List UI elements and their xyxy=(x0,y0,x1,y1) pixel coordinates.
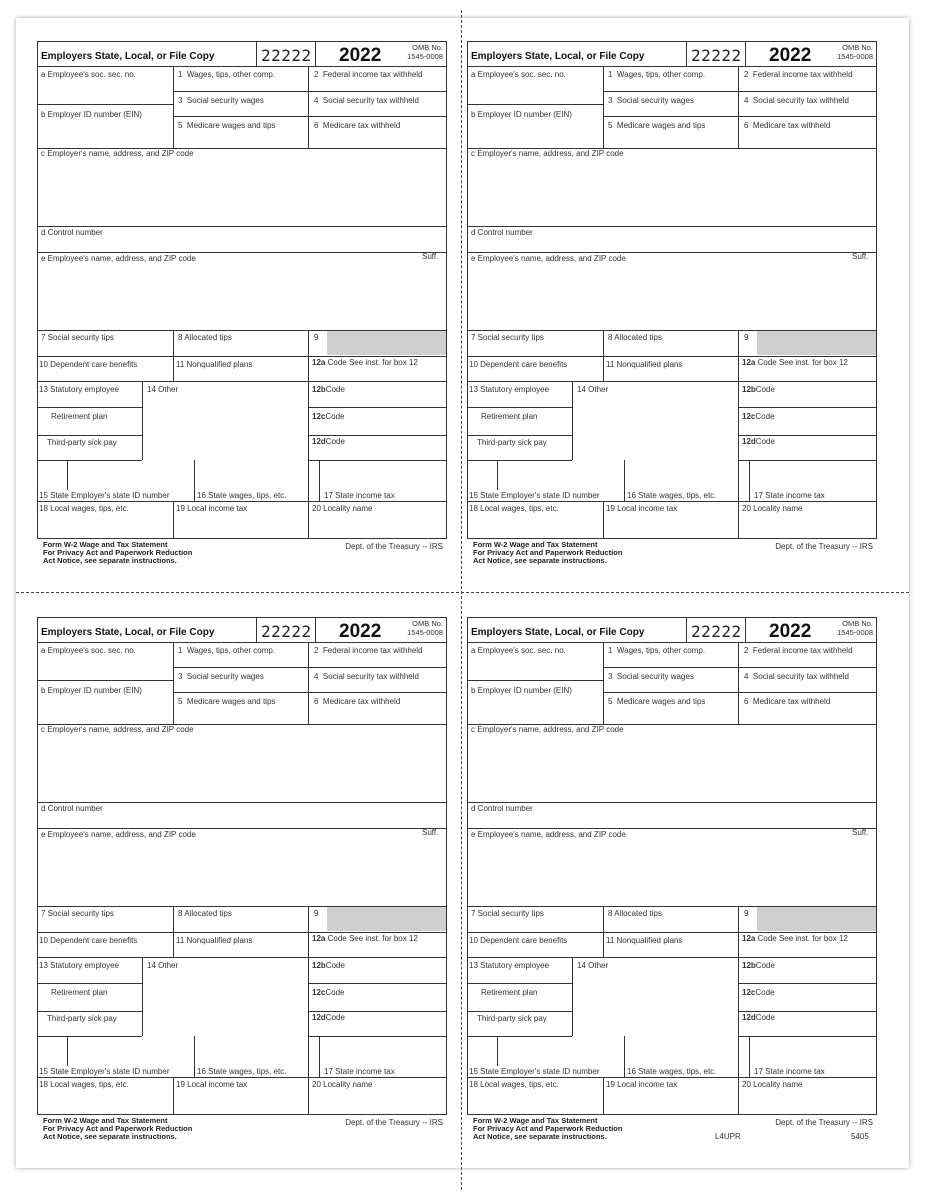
box-13-third-party-sick-pay[interactable]: Third-party sick pay xyxy=(477,438,547,447)
box-5-medicare-wages[interactable]: 5 Medicare wages and tips xyxy=(608,697,706,706)
treasury-department-label: Dept. of the Treasury -- IRS xyxy=(345,1118,443,1127)
box-e-employee-name[interactable]: e Employee's name, address, and ZIP code xyxy=(471,254,626,263)
box-12b[interactable]: 12bCode xyxy=(312,961,345,970)
box-7-ss-tips[interactable]: 7 Social security tips xyxy=(471,333,544,342)
box-18-local-wages[interactable]: 18 Local wages, tips, etc. xyxy=(469,504,559,513)
box-13-statutory-employee[interactable]: 13 Statutory employee xyxy=(39,961,120,970)
form-copy-title: Employers State, Local, or File Copy xyxy=(471,51,645,62)
box-4-ss-tax[interactable]: 4 Social security tax withheld xyxy=(744,672,849,681)
box-9: 9 xyxy=(744,909,749,918)
box-3-ss-wages[interactable]: 3 Social security wages xyxy=(178,672,264,681)
box-5-medicare-wages[interactable]: 5 Medicare wages and tips xyxy=(178,697,276,706)
box-13-statutory-employee[interactable]: 13 Statutory employee xyxy=(469,385,550,394)
box-17-state-tax[interactable]: 17 State income tax xyxy=(324,491,395,500)
box-8-allocated-tips[interactable]: 8 Allocated tips xyxy=(608,333,662,342)
omb-number: OMB No. 1545-0008 xyxy=(407,43,443,61)
box-d-control-number[interactable]: d Control number xyxy=(41,804,103,813)
product-number: 5405 xyxy=(851,1132,869,1141)
box-10-dependent-care[interactable]: 10 Dependent care benefits xyxy=(469,936,568,945)
tax-year: 2022 xyxy=(769,621,812,642)
box-12c[interactable]: 12cCode xyxy=(312,988,345,997)
form-code-22222: 22222 xyxy=(261,622,312,641)
box-12a[interactable]: 12a Code See inst. for box 12 xyxy=(312,934,418,943)
box-2-federal-tax[interactable]: 2 Federal income tax withheld xyxy=(744,70,853,79)
box-1-wages[interactable]: 1 Wages, tips, other comp. xyxy=(178,70,276,79)
box-4-ss-tax[interactable]: 4 Social security tax withheld xyxy=(314,672,419,681)
box-a-employee-ssn[interactable]: a Employee's soc. sec. no. xyxy=(41,646,136,655)
omb-number: OMB No. 1545-0008 xyxy=(407,619,443,637)
suffix-label: Suff. xyxy=(852,252,869,261)
box-12c[interactable]: 12cCode xyxy=(742,988,775,997)
box-11-nonqualified-plans[interactable]: 11 Nonqualified plans xyxy=(606,936,683,945)
form-copy-title: Employers State, Local, or File Copy xyxy=(41,51,215,62)
form-footer-title: Form W-2 Wage and Tax Statement For Privacy Act and Paperwork Reduction Act Notice, see separate instructions. xyxy=(473,540,623,565)
box-15-state-id[interactable]: 15 State Employer's state ID number xyxy=(39,491,170,500)
suffix-label: Suff. xyxy=(852,828,869,837)
box-17-state-tax[interactable]: 17 State income tax xyxy=(754,491,825,500)
box-1-wages[interactable]: 1 Wages, tips, other comp. xyxy=(608,646,706,655)
box-9: 9 xyxy=(744,333,749,342)
box-b-employer-ein[interactable]: b Employer ID number (EIN) xyxy=(41,110,142,119)
box-14-other[interactable]: 14 Other xyxy=(577,385,609,394)
box-16-state-wages[interactable]: 16 State wages, tips, etc. xyxy=(197,1067,287,1076)
box-10-dependent-care[interactable]: 10 Dependent care benefits xyxy=(39,936,138,945)
box-9: 9 xyxy=(314,333,319,342)
box-13-retirement-plan[interactable]: Retirement plan xyxy=(481,988,538,997)
box-c-employer-name[interactable]: c Employer's name, address, and ZIP code xyxy=(41,725,194,734)
box-c-employer-name[interactable]: c Employer's name, address, and ZIP code xyxy=(471,725,624,734)
form-footer-title: Form W-2 Wage and Tax Statement For Privacy Act and Paperwork Reduction Act Notice, see separate instructions. xyxy=(43,540,193,565)
box-12a[interactable]: 12a Code See inst. for box 12 xyxy=(312,358,418,367)
box-b-employer-ein[interactable]: b Employer ID number (EIN) xyxy=(471,686,572,695)
treasury-department-label: Dept. of the Treasury -- IRS xyxy=(775,1118,873,1127)
w2-form-top-left xyxy=(37,41,447,585)
box-9: 9 xyxy=(314,909,319,918)
box-18-local-wages[interactable]: 18 Local wages, tips, etc. xyxy=(39,504,129,513)
box-9-shaded-area xyxy=(757,907,876,931)
box-13-third-party-sick-pay[interactable]: Third-party sick pay xyxy=(477,1014,547,1023)
box-13-retirement-plan[interactable]: Retirement plan xyxy=(481,412,538,421)
box-20-locality-name[interactable]: 20 Locality name xyxy=(742,504,803,513)
box-16-state-wages[interactable]: 16 State wages, tips, etc. xyxy=(627,1067,717,1076)
box-8-allocated-tips[interactable]: 8 Allocated tips xyxy=(178,909,232,918)
box-1-wages[interactable]: 1 Wages, tips, other comp. xyxy=(608,70,706,79)
box-13-retirement-plan[interactable]: Retirement plan xyxy=(51,988,108,997)
box-3-ss-wages[interactable]: 3 Social security wages xyxy=(608,96,694,105)
box-10-dependent-care[interactable]: 10 Dependent care benefits xyxy=(469,360,568,369)
w2-form-top-right xyxy=(467,41,877,585)
form-code-22222: 22222 xyxy=(261,46,312,65)
box-20-locality-name[interactable]: 20 Locality name xyxy=(312,504,373,513)
box-10-dependent-care[interactable]: 10 Dependent care benefits xyxy=(39,360,138,369)
box-c-employer-name[interactable]: c Employer's name, address, and ZIP code xyxy=(41,149,194,158)
box-12b[interactable]: 12bCode xyxy=(312,385,345,394)
box-7-ss-tips[interactable]: 7 Social security tips xyxy=(41,909,114,918)
box-1-wages[interactable]: 1 Wages, tips, other comp. xyxy=(178,646,276,655)
box-16-state-wages[interactable]: 16 State wages, tips, etc. xyxy=(627,491,717,500)
box-9-shaded-area xyxy=(757,331,876,355)
box-15-state-id[interactable]: 15 State Employer's state ID number xyxy=(39,1067,170,1076)
box-15-state-id[interactable]: 15 State Employer's state ID number xyxy=(469,491,600,500)
treasury-department-label: Dept. of the Treasury -- IRS xyxy=(345,542,443,551)
box-d-control-number[interactable]: d Control number xyxy=(471,804,533,813)
box-2-federal-tax[interactable]: 2 Federal income tax withheld xyxy=(314,646,423,655)
w2-form-bottom-right xyxy=(467,617,877,1161)
suffix-label: Suff. xyxy=(422,828,439,837)
form-copy-title: Employers State, Local, or File Copy xyxy=(41,627,215,638)
box-19-local-tax[interactable]: 19 Local income tax xyxy=(606,1080,678,1089)
product-code: L4UPR xyxy=(715,1132,741,1141)
box-d-control-number[interactable]: d Control number xyxy=(41,228,103,237)
box-14-other[interactable]: 14 Other xyxy=(147,961,179,970)
box-2-federal-tax[interactable]: 2 Federal income tax withheld xyxy=(314,70,423,79)
box-e-employee-name[interactable]: e Employee's name, address, and ZIP code xyxy=(471,830,626,839)
box-4-ss-tax[interactable]: 4 Social security tax withheld xyxy=(314,96,419,105)
box-e-employee-name[interactable]: e Employee's name, address, and ZIP code xyxy=(41,830,196,839)
suffix-label: Suff. xyxy=(422,252,439,261)
box-13-third-party-sick-pay[interactable]: Third-party sick pay xyxy=(47,438,117,447)
box-17-state-tax[interactable]: 17 State income tax xyxy=(324,1067,395,1076)
w2-form-bottom-left xyxy=(37,617,447,1161)
box-14-other[interactable]: 14 Other xyxy=(577,961,609,970)
box-20-locality-name[interactable]: 20 Locality name xyxy=(742,1080,803,1089)
box-6-medicare-tax[interactable]: 6 Medicare tax withheld xyxy=(744,121,831,130)
box-3-ss-wages[interactable]: 3 Social security wages xyxy=(178,96,264,105)
box-5-medicare-wages[interactable]: 5 Medicare wages and tips xyxy=(608,121,706,130)
box-12c[interactable]: 12cCode xyxy=(312,412,345,421)
box-7-ss-tips[interactable]: 7 Social security tips xyxy=(41,333,114,342)
box-11-nonqualified-plans[interactable]: 11 Nonqualified plans xyxy=(176,360,253,369)
box-b-employer-ein[interactable]: b Employer ID number (EIN) xyxy=(41,686,142,695)
box-20-locality-name[interactable]: 20 Locality name xyxy=(312,1080,373,1089)
box-17-state-tax[interactable]: 17 State income tax xyxy=(754,1067,825,1076)
box-12d[interactable]: 12dCode xyxy=(312,1013,345,1022)
box-13-statutory-employee[interactable]: 13 Statutory employee xyxy=(469,961,550,970)
box-11-nonqualified-plans[interactable]: 11 Nonqualified plans xyxy=(606,360,683,369)
box-12a[interactable]: 12a Code See inst. for box 12 xyxy=(742,934,848,943)
box-12c[interactable]: 12cCode xyxy=(742,412,775,421)
box-18-local-wages[interactable]: 18 Local wages, tips, etc. xyxy=(39,1080,129,1089)
box-c-employer-name[interactable]: c Employer's name, address, and ZIP code xyxy=(471,149,624,158)
box-15-state-id[interactable]: 15 State Employer's state ID number xyxy=(469,1067,600,1076)
tax-year: 2022 xyxy=(339,45,382,66)
box-12d[interactable]: 12dCode xyxy=(742,437,775,446)
box-b-employer-ein[interactable]: b Employer ID number (EIN) xyxy=(471,110,572,119)
horizontal-perforation-line xyxy=(16,592,909,593)
box-6-medicare-tax[interactable]: 6 Medicare tax withheld xyxy=(314,121,401,130)
form-code-22222: 22222 xyxy=(691,46,742,65)
form-footer-title: Form W-2 Wage and Tax Statement For Privacy Act and Paperwork Reduction Act Notice, see separate instructions. xyxy=(43,1116,193,1141)
omb-number: OMB No. 1545-0008 xyxy=(837,619,873,637)
box-16-state-wages[interactable]: 16 State wages, tips, etc. xyxy=(197,491,287,500)
tax-year: 2022 xyxy=(769,45,812,66)
box-8-allocated-tips[interactable]: 8 Allocated tips xyxy=(608,909,662,918)
box-13-third-party-sick-pay[interactable]: Third-party sick pay xyxy=(47,1014,117,1023)
box-13-retirement-plan[interactable]: Retirement plan xyxy=(51,412,108,421)
box-19-local-tax[interactable]: 19 Local income tax xyxy=(176,504,248,513)
treasury-department-label: Dept. of the Treasury -- IRS xyxy=(775,542,873,551)
form-footer-title: Form W-2 Wage and Tax Statement For Privacy Act and Paperwork Reduction Act Notice, see separate instructions. xyxy=(473,1116,623,1141)
tax-year: 2022 xyxy=(339,621,382,642)
box-5-medicare-wages[interactable]: 5 Medicare wages and tips xyxy=(178,121,276,130)
box-13-statutory-employee[interactable]: 13 Statutory employee xyxy=(39,385,120,394)
box-3-ss-wages[interactable]: 3 Social security wages xyxy=(608,672,694,681)
box-6-medicare-tax[interactable]: 6 Medicare tax withheld xyxy=(314,697,401,706)
box-19-local-tax[interactable]: 19 Local income tax xyxy=(606,504,678,513)
box-11-nonqualified-plans[interactable]: 11 Nonqualified plans xyxy=(176,936,253,945)
box-4-ss-tax[interactable]: 4 Social security tax withheld xyxy=(744,96,849,105)
form-copy-title: Employers State, Local, or File Copy xyxy=(471,627,645,638)
box-12d[interactable]: 12dCode xyxy=(312,437,345,446)
box-6-medicare-tax[interactable]: 6 Medicare tax withheld xyxy=(744,697,831,706)
box-12b[interactable]: 12bCode xyxy=(742,385,775,394)
box-19-local-tax[interactable]: 19 Local income tax xyxy=(176,1080,248,1089)
box-7-ss-tips[interactable]: 7 Social security tips xyxy=(471,909,544,918)
box-a-employee-ssn[interactable]: a Employee's soc. sec. no. xyxy=(471,70,566,79)
box-12a[interactable]: 12a Code See inst. for box 12 xyxy=(742,358,848,367)
box-a-employee-ssn[interactable]: a Employee's soc. sec. no. xyxy=(471,646,566,655)
vertical-perforation-line xyxy=(461,10,462,1190)
box-12b[interactable]: 12bCode xyxy=(742,961,775,970)
box-e-employee-name[interactable]: e Employee's name, address, and ZIP code xyxy=(41,254,196,263)
box-a-employee-ssn[interactable]: a Employee's soc. sec. no. xyxy=(41,70,136,79)
box-8-allocated-tips[interactable]: 8 Allocated tips xyxy=(178,333,232,342)
box-14-other[interactable]: 14 Other xyxy=(147,385,179,394)
omb-number: OMB No. 1545-0008 xyxy=(837,43,873,61)
box-9-shaded-area xyxy=(327,331,446,355)
box-12d[interactable]: 12dCode xyxy=(742,1013,775,1022)
box-2-federal-tax[interactable]: 2 Federal income tax withheld xyxy=(744,646,853,655)
form-code-22222: 22222 xyxy=(691,622,742,641)
box-d-control-number[interactable]: d Control number xyxy=(471,228,533,237)
box-18-local-wages[interactable]: 18 Local wages, tips, etc. xyxy=(469,1080,559,1089)
box-9-shaded-area xyxy=(327,907,446,931)
